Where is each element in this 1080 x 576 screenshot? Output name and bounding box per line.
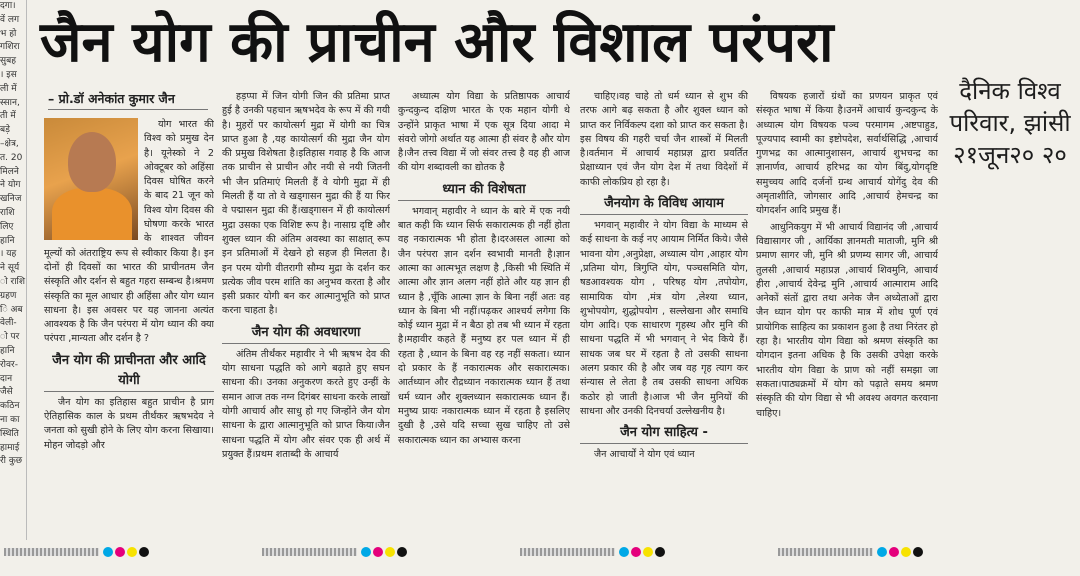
subheading: जैन योग की अवधारणा	[222, 323, 390, 344]
fragment-line: हानि	[0, 345, 15, 356]
registration-bar	[520, 548, 615, 556]
registration-marks	[262, 546, 409, 558]
magenta-dot-icon	[373, 547, 383, 557]
fragment-line: भ हो	[0, 28, 17, 39]
fragment-line: ग्रहण	[0, 290, 17, 301]
headline: जैन योग की प्राचीन और विशाल परंपरा	[40, 10, 834, 75]
author-portrait-icon	[44, 118, 138, 240]
paragraph: विषयक हजारों ग्रंथों का प्रणयन प्राकृत एवं संस्कृत भाषा में किया है।उनमें आचार्य कुन्दकुन्द के अध्यात्म योग विषयक पञ्च परमागम ,अष्टपाहुड, पूज्यपाद स्वामी का इष्टोपदेश, सर्वार्थसिद्धि ,आचार्य गुणभद्र का आत्मानुशासन, आचार्य शुभचन्द्र का ज्ञानार्णव, आचार्य हरिभद्र का योग बिंदु,योगदृष्टि समुच्चय आदि दर्जनों ग्रन्थ आचार्य योगेंदु देव की अमृताशीति, जोगसार आदि ,आचार्य हेमचन्द्र का योगदर्शन आदि प्रमुख हैं।	[756, 91, 938, 217]
article-column-3	[398, 90, 570, 540]
black-dot-icon	[655, 547, 665, 557]
fragment-line: । इस	[0, 69, 17, 80]
fragment-line: स्थिति	[0, 428, 19, 439]
fragment-line: दगा।	[0, 1, 16, 11]
paragraph: भगवान् महावीर ने योग विद्या के माध्यम से कई साधना के कई नए आयाम निर्मित किये। जैसे भावना योग ,अनुप्रेक्षा, अध्यात्म योग ,आहार योग ,प्रतिमा योग, त्रिगुप्ति योग, पञ्चसमिति योग, षडआवश्यक योग , परिषह योग ,तपोयोग, सामायिक योग ,मंत्र योग ,लेश्या ध्यान, शुभोपयोग, शुद्धोपयोग , सल्लेखना और समाधि योग आदि। एक साधारण गृहस्थ और मुनि की साधना पद्धति में भी भगवान् ने भेद किये हैं। साधक जब घर में रहता है तो उसकी साधना अलग प्रकार की है और जब वह गृह त्याग कर संन्यास ले लेता है तब उसकी साधना अधिक कठोर हो जाती है।आज भी जैन मुनियों की साधना और उनकी दिनचर्या उल्लेखनीय है।	[580, 220, 748, 417]
fragment-line: हामाई	[0, 442, 20, 453]
fragment-line: ने सूर्य	[0, 263, 20, 274]
subheading: जैन योग की प्राचीनता और आदि योगी	[44, 351, 214, 392]
fragment-line: वें लग	[0, 14, 20, 25]
cyan-dot-icon	[877, 547, 887, 557]
paragraph: जैन आचार्यों ने योग एवं ध्यान	[594, 449, 695, 461]
fragment-line: त. 20	[0, 152, 23, 163]
fragment-line: खनिज	[0, 194, 22, 205]
fragment-line: ने योग	[0, 180, 21, 191]
fragment-line: ली में	[0, 83, 17, 94]
fragment-line: –क्षेत्र,	[0, 138, 19, 149]
paragraph: हड़प्पा में जिन योगी जिन की प्रतिमा प्राप्त हुई है उनकी पहचान ऋषभदेव के रूप में की गयी है। मुहरों पर कायोत्सर्ग मुद्रा में योगी का चित्र प्राप्त हुआ है ,यह कायोत्सर्ग की मुद्रा जैन योग की प्रमुख विशेषता है।इतिहास गवाह है कि आज तक प्राचीन से प्राचीन और नयी से नयी जितनी भी जैन प्रतिमाएं मिलती हैं वे योगी मुद्रा में ही मिलती हैं या तो वे खड्गासन मुद्रा की हैं या फिर वे पद्मासन मुद्रा की हैं।खड्गासन में ही कायोत्सर्ग मुद्रा उसका एक विशिष्ट रूप है। नासाग्र दृष्टि और शुक्ल ध्यान की अंतिम अवस्था का साक्षात् रूप इन प्रतिमाओं में देखने हो सहज ही मिलता है। इन परम योगी वीतरागी सौम्य मुद्रा के दर्शन कर प्रत्येक जीव परम शांति का अनुभव करता है और इसी प्रकार योगी बन कर आत्मानुभूति को प्राप्त करना चाहता है।	[222, 91, 390, 317]
cyan-dot-icon	[619, 547, 629, 557]
paragraph: भगवान् महावीर ने ध्यान के बारे में एक नयी बात कही कि ध्यान सिर्फ सकारात्मक ही नहीं होता वह नकारात्मक भी होता है।दरअसल आत्मा को जैन परंपरा ज्ञान दर्शन स्वभावी मानती है।ज्ञान आत्मा का आत्मभूत लक्षण है ,किसी भी स्थिति में आत्मा और ज्ञान अलग नहीं होते और यह ज्ञान ही ध्यान है ,चूँकि आत्मा ज्ञान के बिना नहीं अतः वह ध्यान के बिना भी नहीं।पढ़कर आश्चर्य लगेगा कि कोई ध्यान मुद्रा में न बैठा हो तब भी ध्यान में रहता है।महावीर कहते हैं मनुष्य हर पल ध्यान में ही रहता है ,ध्यान के बिना वह रह नहीं सकता। ध्यान दो प्रकार के हैं नकारात्मक और सकारात्मक। आर्तध्यान और रौद्रध्यान नकारात्मक ध्यान हैं तथा धर्म ध्यान और शुक्लध्यान सकारात्मक ध्यान हैं।मनुष्य प्रायः नकारात्मक ध्यान में रहता है इसलिए दुखी है ,उसे यदि सच्चा सुख चाहिए तो उसे सकारात्मक ध्यान का अभ्यास करना	[398, 205, 570, 446]
fragment-line: मिलने	[0, 166, 19, 177]
fragment-line: सुबह	[0, 56, 17, 67]
article-column-2	[222, 90, 390, 540]
fragment-line: ती में	[0, 111, 16, 122]
paragraph: आधुनिकयुग में भी आचार्य विद्यानंद जी ,आचार्य विद्यासागर जी , आर्यिका ज्ञानमती माताजी, मुनि श्री प्रमाण सागर जी, मुनि श्री प्रणम्य सागर जी, आचार्य तुलसी ,आचार्य महाप्रज्ञ ,आचार्य शिवमुनि, आचार्य हीरा ,आचार्य देवेन्द्र मुनि ,आचार्य आत्माराम आदि अनेकों संतों द्वारा तथा अनेक जैन अध्येताओं द्वारा जैन ध्यान योग पर काफी मात्र में शोध पूर्ण एवं प्रायोगिक साहित्य का प्रकाशन हुआ है तथा निरंतर हो रहा है। भारतीय योग विद्या को श्रमण संस्कृति का योगदान इतना अधिक है कि उसकी उपेक्षा करके भारतीय योग विद्या के प्राण को नहीं समझा जा सकता।पाठ्यक्रमों में योग को पढ़ाते समय श्रमण संस्कृति की योग विद्या से भी अवश्य अवगत करवाना चाहिए।	[756, 221, 938, 419]
fragment-line: गशिरा	[0, 42, 20, 53]
fragment-line: ना का	[0, 414, 20, 425]
paragraph: अध्यात्म योग विद्या के प्रतिष्ठापक आचार्य कुन्दकुन्द दक्षिण भारत के एक महान योगी थे उन्होंने प्राकृत भाषा में एक सूत्र दिया आदा मे संवरो जोगो अर्थात यह आत्मा ही संवर है और योग है।जैन तत्त्व विद्या में जो संवर तत्त्व है वह ही आज की योग शब्दावली का द्योतक है	[398, 91, 570, 174]
registration-marks	[520, 546, 667, 558]
article-column-4	[580, 90, 748, 540]
fragment-line: ि अब	[0, 304, 23, 315]
fragment-line: बड़े	[0, 125, 10, 136]
registration-marks	[4, 546, 151, 558]
byline: – प्रो.डॉ अनेकांत कुमार जैन	[48, 90, 208, 110]
magenta-dot-icon	[889, 547, 899, 557]
black-dot-icon	[139, 547, 149, 557]
black-dot-icon	[913, 547, 923, 557]
registration-bar	[778, 548, 873, 556]
fragment-line: ो राशि	[0, 276, 26, 287]
yellow-dot-icon	[643, 547, 653, 557]
article-column-1	[44, 118, 214, 540]
yellow-dot-icon	[385, 547, 395, 557]
fragment-line: री कुछ	[0, 456, 23, 467]
fragment-line: वेली-	[0, 318, 17, 329]
registration-bar	[4, 548, 99, 556]
yellow-dot-icon	[901, 547, 911, 557]
yellow-dot-icon	[127, 547, 137, 557]
registration-marks	[778, 546, 925, 558]
registration-bar	[262, 548, 357, 556]
fragment-line: स्सान,	[0, 97, 20, 108]
subheading: जैन योग साहित्य -	[580, 423, 748, 444]
magenta-dot-icon	[115, 547, 125, 557]
source-note: दैनिक विश्व परिवार, झांसी २१जून२० २०	[949, 77, 1071, 169]
paragraph: चाहिए।वह चाहे तो धर्म ध्यान से शुभ की तरफ आगे बढ़ सकता है और शुक्ल ध्यान को प्राप्त कर निर्विकल्प दशा को प्राप्त कर सकता है। इस विषय की गहरी चर्चा जैन शास्त्रों में मिलती है।वर्तमान में आचार्य महाप्रज्ञ द्वारा प्रवर्तित प्रेक्षाध्यान एवं जैन योग देश में तथा विदेशों में काफी लोकप्रिय हो रहा है।	[580, 91, 748, 188]
fragment-line: लिए	[0, 221, 14, 232]
adjacent-column-fragment	[0, 0, 27, 540]
fragment-line: ो पर	[0, 332, 20, 343]
magenta-dot-icon	[631, 547, 641, 557]
paragraph: अंतिम तीर्थंकर महावीर ने भी ऋषभ देव की योग साधना पद्धति को आगे बढ़ाते हुए सघन साधना की। उनका अनुकरण करते हुए उन्हीं के समान आज तक नग्न दिगंबर साधना करके लाखों योगी आचार्य और साधु हो गए जिन्होंने जैन योग साधना के द्वारा आत्मानुभूति को प्राप्त किया।जैन साधना पद्धति में योग और संवर एक ही अर्थ में प्रयुक्त हैं।प्रथम शताब्दी के आचार्य	[222, 348, 390, 460]
fragment-line: दान	[0, 373, 13, 384]
fragment-line: हानि	[0, 235, 15, 246]
cyan-dot-icon	[361, 547, 371, 557]
fragment-line: जैसे	[0, 387, 13, 398]
fragment-line: रोवर-	[0, 359, 18, 370]
black-dot-icon	[397, 547, 407, 557]
paragraph: योग भारत की विश्व को प्रमुख देन है। यूनेस्को ने 2 ओक्टूबर को अहिंसा दिवस घोषित करने के बाद 21 जून को विश्व योग दिवस की घोषणा करके भारत के शाश्वत जीवन मूल्यों को अंतराष्ट्रिय रूप से स्वीकार किया है। इन दोनों ही दिवसों का भारत की प्राचीनतम जैन संस्कृति और दर्शन से बहुत गहरा सम्बन्ध है।श्रमण संस्कृति का मूल आधार ही अहिंसा और योग ध्यान साधना है। इस अवसर पर यह जानना अत्यंत आवश्यक है कि जैन परंपरा में योग ध्यान की क्या परंपरा ,मान्यता और दर्शन है ?	[44, 119, 214, 345]
paragraph: जैन योग का इतिहास बहुत प्राचीन है प्राग ऐतिहासिक काल के प्रथम तीर्थंकर ऋषभदेव ने जनता को सुखी होने के लिए योग करना सिखाया।मोहन जोदड़ो और	[44, 396, 214, 451]
subheading: जैनयोग के विविध आयाम	[580, 194, 748, 215]
cyan-dot-icon	[103, 547, 113, 557]
article-column-5	[756, 90, 938, 540]
fragment-line: । यह	[0, 249, 17, 260]
subheading: ध्यान की विशेषता	[398, 180, 570, 201]
fragment-line: कठिन	[0, 401, 20, 412]
fragment-line: राशि	[0, 207, 15, 218]
